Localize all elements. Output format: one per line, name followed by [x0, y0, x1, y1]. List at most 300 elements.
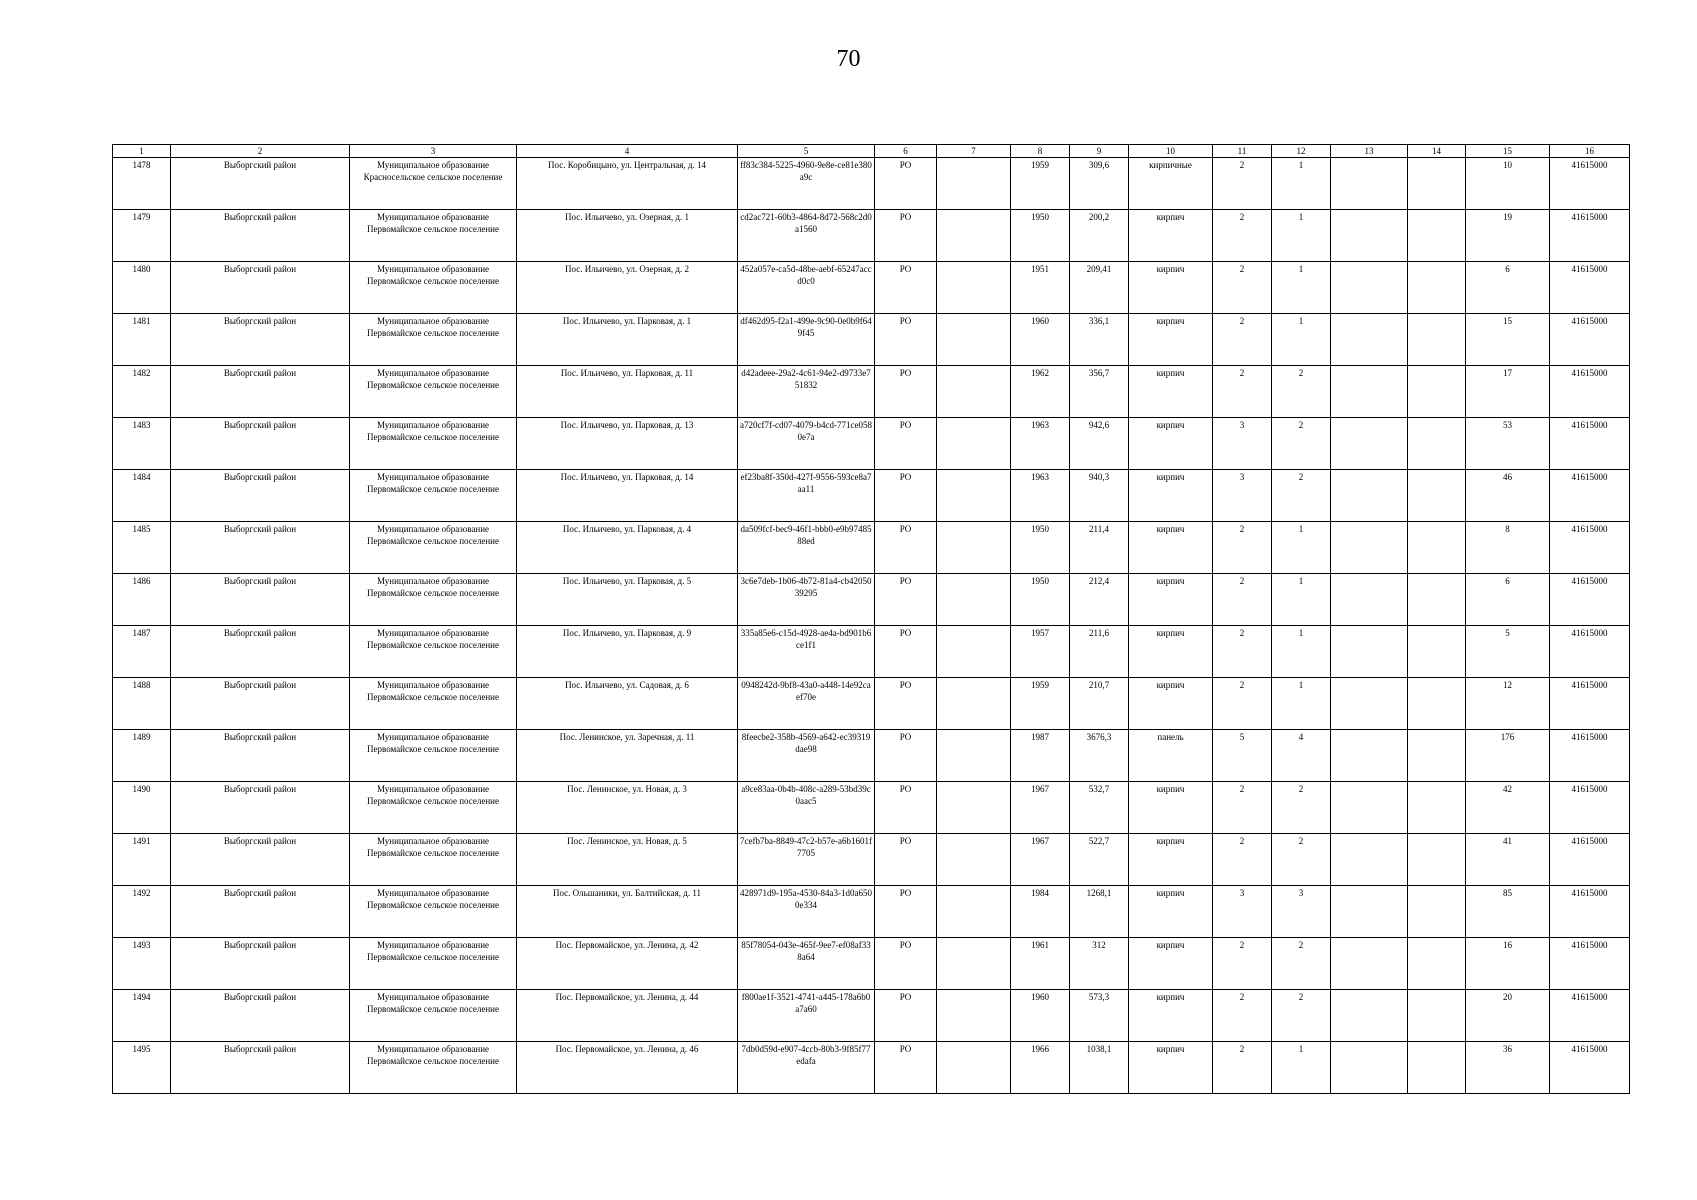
guid-cell: 7db0d59d-e907-4ccb-80b3-9f85f77edafa: [738, 1042, 875, 1094]
type-cell: РО: [875, 158, 937, 210]
apartments-cell: 53: [1466, 418, 1550, 470]
col13-cell: [1331, 730, 1408, 782]
table-row: [113, 366, 1630, 418]
floors-cell: 2: [1213, 158, 1272, 210]
column-header-2: 2: [171, 145, 350, 158]
row-number: 1489: [113, 730, 171, 782]
apartments-cell: 36: [1466, 1042, 1550, 1094]
guid-cell: 8feecbe2-358b-4569-a642-ec39319dae98: [738, 730, 875, 782]
table-row: [113, 678, 1630, 730]
municipality-name: Первомайское сельское поселение: [367, 380, 499, 390]
municipality-type: Муниципальное образование: [376, 160, 490, 170]
address-cell: Пос. Первомайское, ул. Ленина, д. 44: [517, 990, 738, 1042]
district-cell: Выборгский район: [171, 574, 350, 626]
district-cell: Выборгский район: [171, 522, 350, 574]
municipality-name: Первомайское сельское поселение: [367, 952, 499, 962]
municipality-name: Первомайское сельское поселение: [367, 1056, 499, 1066]
oktmo-cell: 41615000: [1550, 678, 1630, 730]
year-cell: 1984: [1011, 886, 1070, 938]
oktmo-cell: 41615000: [1550, 938, 1630, 990]
municipality-type: Муниципальное образование: [376, 576, 490, 586]
apartments-cell: 19: [1466, 210, 1550, 262]
entrances-cell: 1: [1272, 314, 1331, 366]
type-cell: РО: [875, 574, 937, 626]
municipality-cell: [350, 418, 517, 470]
oktmo-cell: 41615000: [1550, 418, 1630, 470]
entrances-cell: 1: [1272, 262, 1331, 314]
year-cell: 1967: [1011, 782, 1070, 834]
apartments-cell: 6: [1466, 262, 1550, 314]
year-cell: 1960: [1011, 314, 1070, 366]
material-cell: кирпич: [1129, 990, 1213, 1042]
col13-cell: [1331, 886, 1408, 938]
address-cell: Пос. Ильичево, ул. Озерная, д. 1: [517, 210, 738, 262]
year-cell: 1950: [1011, 210, 1070, 262]
col14-cell: [1408, 418, 1466, 470]
row-number: 1491: [113, 834, 171, 886]
col7-cell: [937, 1042, 1011, 1094]
table-row: [113, 834, 1630, 886]
housing-registry-table: [112, 144, 1630, 1094]
row-number: 1492: [113, 886, 171, 938]
floors-cell: 2: [1213, 938, 1272, 990]
material-cell: панель: [1129, 730, 1213, 782]
material-cell: кирпичные: [1129, 158, 1213, 210]
oktmo-cell: 41615000: [1550, 262, 1630, 314]
municipality-name: Первомайское сельское поселение: [367, 640, 499, 650]
col7-cell: [937, 522, 1011, 574]
address-cell: Пос. Ильичево, ул. Парковая, д. 9: [517, 626, 738, 678]
col13-cell: [1331, 834, 1408, 886]
entrances-cell: 2: [1272, 834, 1331, 886]
district-cell: Выборгский район: [171, 834, 350, 886]
apartments-cell: 5: [1466, 626, 1550, 678]
address-cell: Пос. Ленинское, ул. Новая, д. 3: [517, 782, 738, 834]
column-header-8: 8: [1011, 145, 1070, 158]
municipality-type: Муниципальное образование: [376, 264, 490, 274]
municipality-type: Муниципальное образование: [376, 888, 490, 898]
column-number-row: [113, 145, 1630, 158]
address-cell: Пос. Ильичево, ул. Парковая, д. 13: [517, 418, 738, 470]
address-cell: Пос. Ильичево, ул. Парковая, д. 11: [517, 366, 738, 418]
col14-cell: [1408, 522, 1466, 574]
year-cell: 1963: [1011, 418, 1070, 470]
municipality-cell: [350, 314, 517, 366]
municipality-name: Первомайское сельское поселение: [367, 432, 499, 442]
material-cell: кирпич: [1129, 314, 1213, 366]
area-cell: 940,3: [1070, 470, 1129, 522]
floors-cell: 2: [1213, 574, 1272, 626]
guid-cell: 335a85e6-c15d-4928-ae4a-bd901b6ce1f1: [738, 626, 875, 678]
table-row: [113, 470, 1630, 522]
type-cell: РО: [875, 262, 937, 314]
municipality-cell: [350, 262, 517, 314]
col14-cell: [1408, 782, 1466, 834]
table-row: [113, 626, 1630, 678]
oktmo-cell: 41615000: [1550, 1042, 1630, 1094]
municipality-cell: [350, 366, 517, 418]
entrances-cell: 1: [1272, 522, 1331, 574]
municipality-name: Первомайское сельское поселение: [367, 900, 499, 910]
col13-cell: [1331, 938, 1408, 990]
address-cell: Пос. Ольшаники, ул. Балтийская, д. 11: [517, 886, 738, 938]
type-cell: РО: [875, 626, 937, 678]
municipality-type: Муниципальное образование: [376, 628, 490, 638]
apartments-cell: 20: [1466, 990, 1550, 1042]
column-header-12: 12: [1272, 145, 1331, 158]
guid-cell: a9ce83aa-0b4b-408c-a289-53bd39c0aac5: [738, 782, 875, 834]
col14-cell: [1408, 470, 1466, 522]
address-cell: Пос. Ильичево, ул. Парковая, д. 1: [517, 314, 738, 366]
entrances-cell: 2: [1272, 418, 1331, 470]
guid-cell: f800ae1f-3521-4741-a445-178a6b0a7a60: [738, 990, 875, 1042]
type-cell: РО: [875, 522, 937, 574]
page-number: 70: [836, 46, 861, 72]
col14-cell: [1408, 262, 1466, 314]
district-cell: Выборгский район: [171, 470, 350, 522]
apartments-cell: 12: [1466, 678, 1550, 730]
col14-cell: [1408, 366, 1466, 418]
municipality-name: Первомайское сельское поселение: [367, 328, 499, 338]
municipality-name: Первомайское сельское поселение: [367, 796, 499, 806]
type-cell: РО: [875, 938, 937, 990]
col14-cell: [1408, 314, 1466, 366]
apartments-cell: 46: [1466, 470, 1550, 522]
municipality-name: Первомайское сельское поселение: [367, 744, 499, 754]
table-row: [113, 262, 1630, 314]
year-cell: 1967: [1011, 834, 1070, 886]
municipality-type: Муниципальное образование: [376, 524, 490, 534]
col14-cell: [1408, 574, 1466, 626]
material-cell: кирпич: [1129, 626, 1213, 678]
table-row: [113, 782, 1630, 834]
oktmo-cell: 41615000: [1550, 366, 1630, 418]
entrances-cell: 2: [1272, 990, 1331, 1042]
year-cell: 1963: [1011, 470, 1070, 522]
row-number: 1482: [113, 366, 171, 418]
oktmo-cell: 41615000: [1550, 626, 1630, 678]
column-header-13: 13: [1331, 145, 1408, 158]
oktmo-cell: 41615000: [1550, 834, 1630, 886]
column-header-9: 9: [1070, 145, 1129, 158]
area-cell: 211,4: [1070, 522, 1129, 574]
address-cell: Пос. Коробицыно, ул. Центральная, д. 14: [517, 158, 738, 210]
col13-cell: [1331, 574, 1408, 626]
area-cell: 309,6: [1070, 158, 1129, 210]
col13-cell: [1331, 626, 1408, 678]
col13-cell: [1331, 678, 1408, 730]
entrances-cell: 4: [1272, 730, 1331, 782]
area-cell: 210,7: [1070, 678, 1129, 730]
apartments-cell: 10: [1466, 158, 1550, 210]
apartments-cell: 16: [1466, 938, 1550, 990]
column-header-3: 3: [350, 145, 517, 158]
floors-cell: 2: [1213, 626, 1272, 678]
municipality-name: Первомайское сельское поселение: [367, 1004, 499, 1014]
address-cell: Пос. Ильичево, ул. Парковая, д. 5: [517, 574, 738, 626]
municipality-type: Муниципальное образование: [376, 1044, 490, 1054]
area-cell: 522,7: [1070, 834, 1129, 886]
municipality-cell: [350, 730, 517, 782]
year-cell: 1959: [1011, 678, 1070, 730]
col7-cell: [937, 262, 1011, 314]
type-cell: РО: [875, 782, 937, 834]
col14-cell: [1408, 834, 1466, 886]
material-cell: кирпич: [1129, 938, 1213, 990]
guid-cell: ff83c384-5225-4960-9e8e-ce81e380a9c: [738, 158, 875, 210]
municipality-type: Муниципальное образование: [376, 212, 490, 222]
material-cell: кирпич: [1129, 210, 1213, 262]
col7-cell: [937, 990, 1011, 1042]
address-cell: Пос. Ленинское, ул. Новая, д. 5: [517, 834, 738, 886]
row-number: 1481: [113, 314, 171, 366]
column-header-5: 5: [738, 145, 875, 158]
col13-cell: [1331, 990, 1408, 1042]
floors-cell: 2: [1213, 990, 1272, 1042]
guid-cell: 85f78054-043e-465f-9ee7-ef08af338a64: [738, 938, 875, 990]
oktmo-cell: 41615000: [1550, 730, 1630, 782]
material-cell: кирпич: [1129, 418, 1213, 470]
col14-cell: [1408, 730, 1466, 782]
district-cell: Выборгский район: [171, 678, 350, 730]
district-cell: Выборгский район: [171, 1042, 350, 1094]
area-cell: 3676,3: [1070, 730, 1129, 782]
municipality-cell: [350, 158, 517, 210]
entrances-cell: 2: [1272, 366, 1331, 418]
col7-cell: [937, 730, 1011, 782]
area-cell: 356,7: [1070, 366, 1129, 418]
column-header-6: 6: [875, 145, 937, 158]
col7-cell: [937, 574, 1011, 626]
table-row: [113, 210, 1630, 262]
apartments-cell: 176: [1466, 730, 1550, 782]
address-cell: Пос. Первомайское, ул. Ленина, д. 42: [517, 938, 738, 990]
table-row: [113, 574, 1630, 626]
col7-cell: [937, 886, 1011, 938]
municipality-cell: [350, 834, 517, 886]
area-cell: 532,7: [1070, 782, 1129, 834]
apartments-cell: 85: [1466, 886, 1550, 938]
column-header-11: 11: [1213, 145, 1272, 158]
col13-cell: [1331, 314, 1408, 366]
guid-cell: a720cf7f-cd07-4079-b4cd-771ce0580e7a: [738, 418, 875, 470]
municipality-type: Муниципальное образование: [376, 784, 490, 794]
floors-cell: 2: [1213, 366, 1272, 418]
col13-cell: [1331, 418, 1408, 470]
entrances-cell: 2: [1272, 470, 1331, 522]
row-number: 1484: [113, 470, 171, 522]
col7-cell: [937, 366, 1011, 418]
row-number: 1490: [113, 782, 171, 834]
guid-cell: 7cefb7ba-8849-47c2-b57e-a6b1601f7705: [738, 834, 875, 886]
guid-cell: cd2ac721-60b3-4864-8d72-568c2d0a1560: [738, 210, 875, 262]
table-row: [113, 730, 1630, 782]
col7-cell: [937, 938, 1011, 990]
col7-cell: [937, 626, 1011, 678]
column-header-1: 1: [113, 145, 171, 158]
address-cell: Пос. Ильичево, ул. Озерная, д. 2: [517, 262, 738, 314]
table-row: [113, 990, 1630, 1042]
year-cell: 1966: [1011, 1042, 1070, 1094]
col7-cell: [937, 782, 1011, 834]
table-row: [113, 418, 1630, 470]
apartments-cell: 17: [1466, 366, 1550, 418]
table-row: [113, 1042, 1630, 1094]
municipality-type: Муниципальное образование: [376, 680, 490, 690]
type-cell: РО: [875, 990, 937, 1042]
type-cell: РО: [875, 886, 937, 938]
year-cell: 1962: [1011, 366, 1070, 418]
floors-cell: 5: [1213, 730, 1272, 782]
col13-cell: [1331, 158, 1408, 210]
oktmo-cell: 41615000: [1550, 782, 1630, 834]
guid-cell: da509fcf-bec9-46f1-bbb0-e9b9748588ed: [738, 522, 875, 574]
entrances-cell: 3: [1272, 886, 1331, 938]
material-cell: кирпич: [1129, 678, 1213, 730]
year-cell: 1961: [1011, 938, 1070, 990]
col14-cell: [1408, 990, 1466, 1042]
municipality-type: Муниципальное образование: [376, 940, 490, 950]
address-cell: Пос. Ленинское, ул. Заречная, д. 11: [517, 730, 738, 782]
row-number: 1480: [113, 262, 171, 314]
material-cell: кирпич: [1129, 522, 1213, 574]
entrances-cell: 1: [1272, 158, 1331, 210]
type-cell: РО: [875, 314, 937, 366]
type-cell: РО: [875, 210, 937, 262]
oktmo-cell: 41615000: [1550, 522, 1630, 574]
municipality-cell: [350, 522, 517, 574]
entrances-cell: 1: [1272, 210, 1331, 262]
year-cell: 1950: [1011, 574, 1070, 626]
entrances-cell: 1: [1272, 626, 1331, 678]
entrances-cell: 1: [1272, 574, 1331, 626]
type-cell: РО: [875, 834, 937, 886]
address-cell: Пос. Ильичево, ул. Парковая, д. 4: [517, 522, 738, 574]
table-row: [113, 938, 1630, 990]
municipality-type: Муниципальное образование: [376, 836, 490, 846]
col7-cell: [937, 210, 1011, 262]
row-number: 1495: [113, 1042, 171, 1094]
district-cell: Выборгский район: [171, 158, 350, 210]
municipality-cell: [350, 886, 517, 938]
municipality-cell: [350, 470, 517, 522]
table-row: [113, 314, 1630, 366]
type-cell: РО: [875, 678, 937, 730]
district-cell: Выборгский район: [171, 990, 350, 1042]
district-cell: Выборгский район: [171, 210, 350, 262]
district-cell: Выборгский район: [171, 262, 350, 314]
col14-cell: [1408, 886, 1466, 938]
col7-cell: [937, 834, 1011, 886]
row-number: 1483: [113, 418, 171, 470]
apartments-cell: 42: [1466, 782, 1550, 834]
floors-cell: 2: [1213, 522, 1272, 574]
apartments-cell: 15: [1466, 314, 1550, 366]
col14-cell: [1408, 1042, 1466, 1094]
oktmo-cell: 41615000: [1550, 210, 1630, 262]
district-cell: Выборгский район: [171, 626, 350, 678]
col13-cell: [1331, 522, 1408, 574]
area-cell: 212,4: [1070, 574, 1129, 626]
guid-cell: d42adeee-29a2-4c61-94e2-d9733e751832: [738, 366, 875, 418]
guid-cell: ef23ba8f-350d-427f-9556-593ce8a7aa11: [738, 470, 875, 522]
type-cell: РО: [875, 1042, 937, 1094]
area-cell: 336,1: [1070, 314, 1129, 366]
floors-cell: 2: [1213, 1042, 1272, 1094]
oktmo-cell: 41615000: [1550, 314, 1630, 366]
floors-cell: 2: [1213, 834, 1272, 886]
col14-cell: [1408, 938, 1466, 990]
municipality-name: Первомайское сельское поселение: [367, 276, 499, 286]
address-cell: Пос. Ильичево, ул. Садовая, д. 6: [517, 678, 738, 730]
oktmo-cell: 41615000: [1550, 990, 1630, 1042]
col13-cell: [1331, 366, 1408, 418]
area-cell: 573,3: [1070, 990, 1129, 1042]
table-body: [113, 158, 1630, 1094]
column-header-10: 10: [1129, 145, 1213, 158]
guid-cell: 452a057e-ca5d-48be-aebf-65247accd0c0: [738, 262, 875, 314]
guid-cell: 428971d9-195a-4530-84a3-1d0a6500e334: [738, 886, 875, 938]
oktmo-cell: 41615000: [1550, 574, 1630, 626]
floors-cell: 2: [1213, 678, 1272, 730]
district-cell: Выборгский район: [171, 938, 350, 990]
municipality-name: Первомайское сельское поселение: [367, 536, 499, 546]
area-cell: 1268,1: [1070, 886, 1129, 938]
year-cell: 1950: [1011, 522, 1070, 574]
area-cell: 942,6: [1070, 418, 1129, 470]
municipality-cell: [350, 990, 517, 1042]
entrances-cell: 2: [1272, 782, 1331, 834]
material-cell: кирпич: [1129, 1042, 1213, 1094]
municipality-cell: [350, 782, 517, 834]
oktmo-cell: 41615000: [1550, 470, 1630, 522]
col7-cell: [937, 158, 1011, 210]
area-cell: 211,6: [1070, 626, 1129, 678]
municipality-cell: [350, 574, 517, 626]
col13-cell: [1331, 262, 1408, 314]
municipality-type: Муниципальное образование: [376, 732, 490, 742]
district-cell: Выборгский район: [171, 314, 350, 366]
column-header-16: 16: [1550, 145, 1630, 158]
district-cell: Выборгский район: [171, 366, 350, 418]
floors-cell: 3: [1213, 418, 1272, 470]
year-cell: 1987: [1011, 730, 1070, 782]
oktmo-cell: 41615000: [1550, 158, 1630, 210]
material-cell: кирпич: [1129, 886, 1213, 938]
row-number: 1487: [113, 626, 171, 678]
municipality-type: Муниципальное образование: [376, 472, 490, 482]
area-cell: 312: [1070, 938, 1129, 990]
material-cell: кирпич: [1129, 574, 1213, 626]
col7-cell: [937, 314, 1011, 366]
address-cell: Пос. Первомайское, ул. Ленина, д. 46: [517, 1042, 738, 1094]
material-cell: кирпич: [1129, 470, 1213, 522]
entrances-cell: 2: [1272, 938, 1331, 990]
col14-cell: [1408, 158, 1466, 210]
material-cell: кирпич: [1129, 782, 1213, 834]
municipality-type: Муниципальное образование: [376, 368, 490, 378]
area-cell: 1038,1: [1070, 1042, 1129, 1094]
col7-cell: [937, 418, 1011, 470]
floors-cell: 2: [1213, 782, 1272, 834]
row-number: 1478: [113, 158, 171, 210]
table-row: [113, 158, 1630, 210]
column-header-7: 7: [937, 145, 1011, 158]
floors-cell: 3: [1213, 886, 1272, 938]
row-number: 1493: [113, 938, 171, 990]
floors-cell: 2: [1213, 314, 1272, 366]
municipality-name: Первомайское сельское поселение: [367, 692, 499, 702]
